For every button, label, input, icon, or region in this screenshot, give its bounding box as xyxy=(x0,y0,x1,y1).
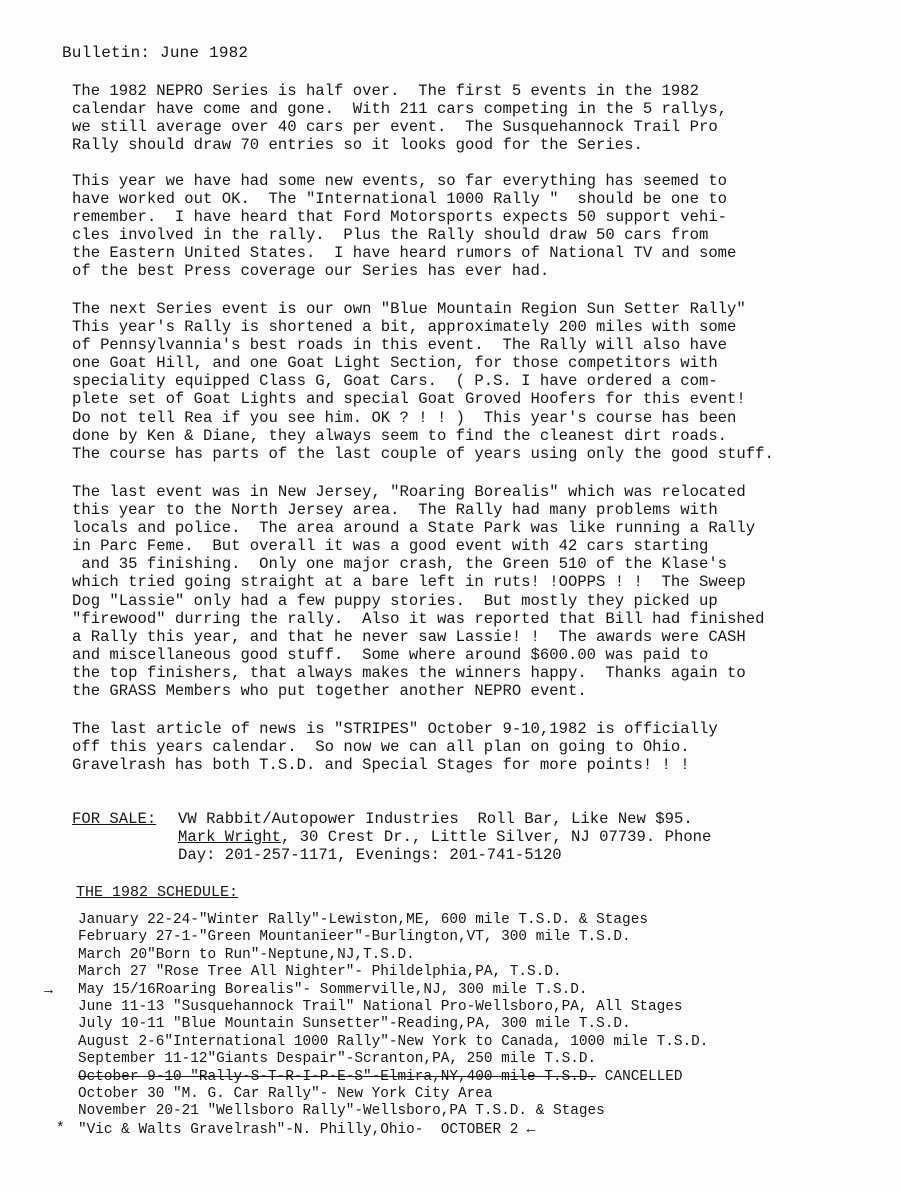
schedule-item: September 11-12"Giants Despair"-Scranton,PA, 250 mile T.S.D. xyxy=(78,1051,597,1068)
schedule-item: March 27 "Rose Tree All Nighter"- Phildelphia,PA, T.S.D. xyxy=(78,964,562,981)
text-line: calendar have come and gone. With 211 cars competing in the 5 rallys, xyxy=(72,100,728,119)
schedule-item: February 27-1-"Green Mountanieer"-Burlington,VT, 300 mile T.S.D. xyxy=(78,929,631,946)
text-line: done by Ken & Diane, they always seem to find the cleanest dirt roads. xyxy=(72,426,728,445)
seller-name: Mark Wright xyxy=(178,828,281,847)
text-line: Dog "Lassie" only had a few puppy stories. But mostly they picked up xyxy=(72,591,718,610)
schedule-item-text: May 15/16Roaring Borealis"- Sommerville,NJ, 300 mile T.S.D. xyxy=(78,981,588,998)
schedule-list xyxy=(44,912,709,1139)
bulletin-title: Bulletin: June 1982 xyxy=(62,44,249,62)
schedule-item: January 22-24-"Winter Rally"-Lewiston,ME, 600 mile T.S.D. & Stages xyxy=(78,912,648,928)
left-arrow-icon: ← xyxy=(526,1120,536,1138)
schedule-heading: THE 1982 SCHEDULE: xyxy=(76,884,239,901)
text-line: have worked out OK. The "International 1000 Rally " should be one to xyxy=(72,190,728,209)
cancelled-label: CANCELLED xyxy=(604,1068,683,1085)
for-sale-label: FOR SALE: xyxy=(72,810,157,828)
text-line: This year's Rally is shortened a bit, approximately 200 miles with some xyxy=(72,318,737,337)
right-arrow-icon: → xyxy=(44,981,54,999)
spacer xyxy=(72,828,178,846)
schedule-item: March 20"Born to Run"-Neptune,NJ,T.S.D. xyxy=(78,946,415,963)
text-line: which tried going straight at a bare left in ruts! !OOPPS ! ! The Sweep xyxy=(72,573,746,592)
for-sale-row xyxy=(72,810,711,828)
text-line: locals and police. The area around a State Park was like running a Rally xyxy=(72,519,756,538)
paragraph-sun-setter-rally xyxy=(72,300,774,463)
text-line: The last article of news is "STRIPES" October 9-10,1982 is officially xyxy=(72,720,718,738)
text-line: this year to the North Jersey area. The Rally had many problems with xyxy=(72,501,718,520)
for-sale-contact xyxy=(178,828,711,846)
schedule-item-cancelled xyxy=(78,1069,708,1086)
for-sale-row xyxy=(72,846,711,864)
text-line: one Goat Hill, and one Goat Light Section, for those competitors with xyxy=(72,354,718,373)
paragraph-roaring-borealis xyxy=(72,483,764,700)
seller-address: , 30 Crest Dr., Little Silver, NJ 07739. Phone xyxy=(280,828,712,847)
text-line: the GRASS Members who put together another NEPRO event. xyxy=(72,682,587,701)
text-line: remember. I have heard that Ford Motorsports expects 50 support vehi- xyxy=(72,208,728,227)
spacer xyxy=(72,846,178,864)
paragraph-series-half-over xyxy=(72,82,727,154)
text-line: off this years calendar. So now we can all plan on going to Ohio. xyxy=(72,738,690,757)
text-line: and miscellaneous good stuff. Some where around $600.00 was paid to xyxy=(72,645,709,664)
for-sale-row xyxy=(72,828,711,846)
text-line: Gravelrash has both T.S.D. and Special Stages for more points! ! ! xyxy=(72,756,690,775)
text-line: "firewood" durring the rally. Also it was reported that Bill had finished xyxy=(72,609,765,628)
text-line: Rally should draw 70 entries so it looks good for the Series. xyxy=(72,136,643,155)
text-line: speciality equipped Class G, Goat Cars. ( P.S. I have ordered a com- xyxy=(72,372,718,391)
text-line: plete set of Goat Lights and special Goat Groved Hoofers for this event! xyxy=(72,390,746,409)
for-sale-item: VW Rabbit/Autopower Industries Roll Bar, Like New $95. xyxy=(178,810,693,828)
schedule-item-added xyxy=(56,1120,708,1139)
schedule-item-current xyxy=(44,981,708,999)
text-line: the top finishers, that always makes the winners happy. Thanks again to xyxy=(72,663,746,682)
paragraph-new-events xyxy=(72,172,736,281)
for-sale-notice xyxy=(72,810,711,864)
seller-phones: Day: 201-257-1171, Evenings: 201-741-5120 xyxy=(178,846,562,865)
text-line: of the best Press coverage our Series has ever had. xyxy=(72,262,550,281)
text-line: of Pennsylvannia's best roads in this event. The Rally will also have xyxy=(72,336,728,355)
schedule-item: October 30 "M. G. Car Rally"- New York City Area xyxy=(78,1086,493,1103)
text-line: in Parc Feme. But overall it was a good event with 42 cars starting xyxy=(72,537,709,556)
schedule-item: November 20-21 "Wellsboro Rally"-Wellsboro,PA T.S.D. & Stages xyxy=(78,1103,605,1120)
text-line: The 1982 NEPRO Series is half over. The first 5 events in the 1982 xyxy=(72,82,699,100)
asterisk-icon: * xyxy=(56,1120,65,1137)
text-line: the Eastern United States. I have heard rumors of National TV and some xyxy=(72,244,737,263)
text-line: The course has parts of the last couple of years using only the good stuff. xyxy=(72,444,774,463)
text-line: The last event was in New Jersey, "Roaring Borealis" which was relocated xyxy=(72,483,746,501)
text-line: This year we have had some new events, so far everything has seemed to xyxy=(72,172,728,190)
schedule-item: August 2-6"International 1000 Rally"-New York to Canada, 1000 mile T.S.D. xyxy=(78,1033,709,1050)
text-line: we still average over 40 cars per event. The Susquehannock Trail Pro xyxy=(72,118,718,137)
text-line: Do not tell Rea if you see him. OK ? ! ! ) This year's course has been xyxy=(72,408,737,427)
struck-event: October 9-10 "Rally-S-T-R-I-P-E-S"-Elmira,NY,400 mile T.S.D. xyxy=(78,1068,597,1085)
schedule-item: June 11-13 "Susquehannock Trail" National Pro-Wellsboro,PA, All Stages xyxy=(78,999,683,1016)
paragraph-stripes-cancelled xyxy=(72,720,718,774)
text-line: The next Series event is our own "Blue Mountain Region Sun Setter Rally" xyxy=(72,300,746,318)
text-line: and 35 finishing. Only one major crash, the Green 510 of the Klase's xyxy=(72,555,728,574)
schedule-item: July 10-11 "Blue Mountain Sunsetter"-Reading,PA, 300 mile T.S.D. xyxy=(78,1016,631,1033)
text-line: a Rally this year, and that he never saw Lassie! ! The awards were CASH xyxy=(72,627,746,646)
text-line: cles involved in the rally. Plus the Rally should draw 50 cars from xyxy=(72,226,709,245)
schedule-item-text: "Vic & Walts Gravelrash"-N. Philly,Ohio- OCTOBER 2 xyxy=(78,1121,519,1138)
